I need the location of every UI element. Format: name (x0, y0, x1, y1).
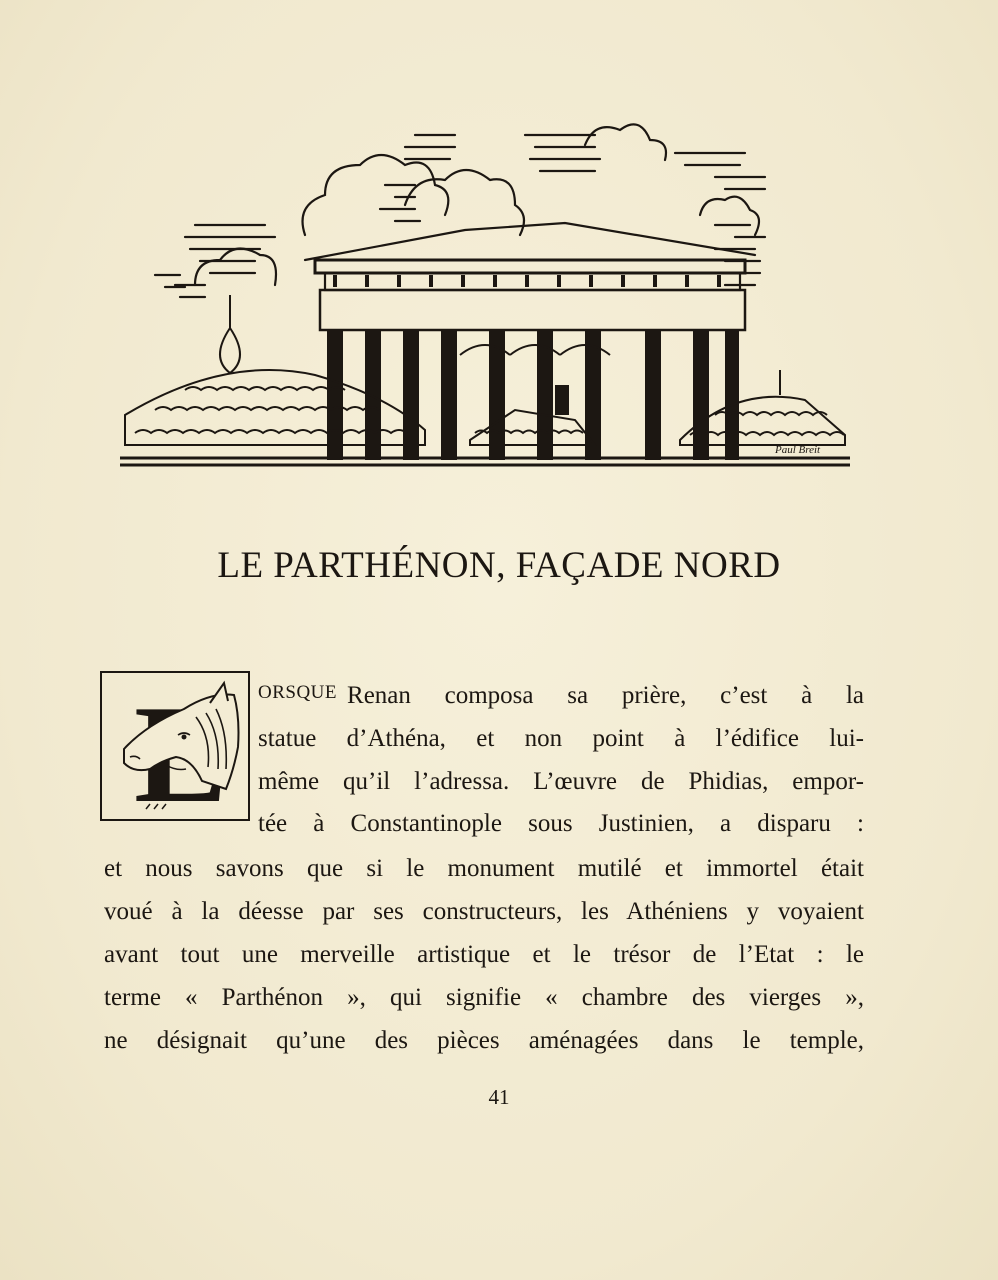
small-caps-lead: ORSQUE (258, 682, 338, 703)
text-line-4: tée à Constantinople sous Justinien, a disparu : (258, 810, 864, 837)
text-line-5: et nous savons que si le monument mutilé et immortel était (104, 855, 864, 882)
page-title: LE PARTHÉNON, FAÇADE NORD (217, 545, 781, 586)
text-line-9: ne désignait qu’une des pièces aménagées dans le temple, (104, 1027, 864, 1054)
text-line-8: terme « Parthénon », qui signifie « chambre des vierges », (104, 984, 864, 1011)
text-line-3: même qu’il l’adressa. L’œuvre de Phidias, empor- (258, 768, 864, 795)
text-line-1 (258, 683, 864, 708)
horse-head-drop-cap (106, 677, 244, 815)
text-line-7: avant tout une merveille artistique et le trésor de l’Etat : le (104, 941, 864, 968)
drop-cap-frame (100, 671, 250, 821)
text-line-2: statue d’Athéna, et non point à l’édifice lui- (258, 725, 864, 752)
parthenon-illustration (115, 115, 855, 475)
page-number: 41 (488, 1085, 510, 1109)
illustration-signature: Paul Breit (775, 444, 821, 456)
text-line-1-rest: Renan composa sa prière, c’est à la (347, 682, 864, 709)
text-line-6: voué à la déesse par ses constructeurs, les Athéniens y voyaient (104, 898, 864, 925)
